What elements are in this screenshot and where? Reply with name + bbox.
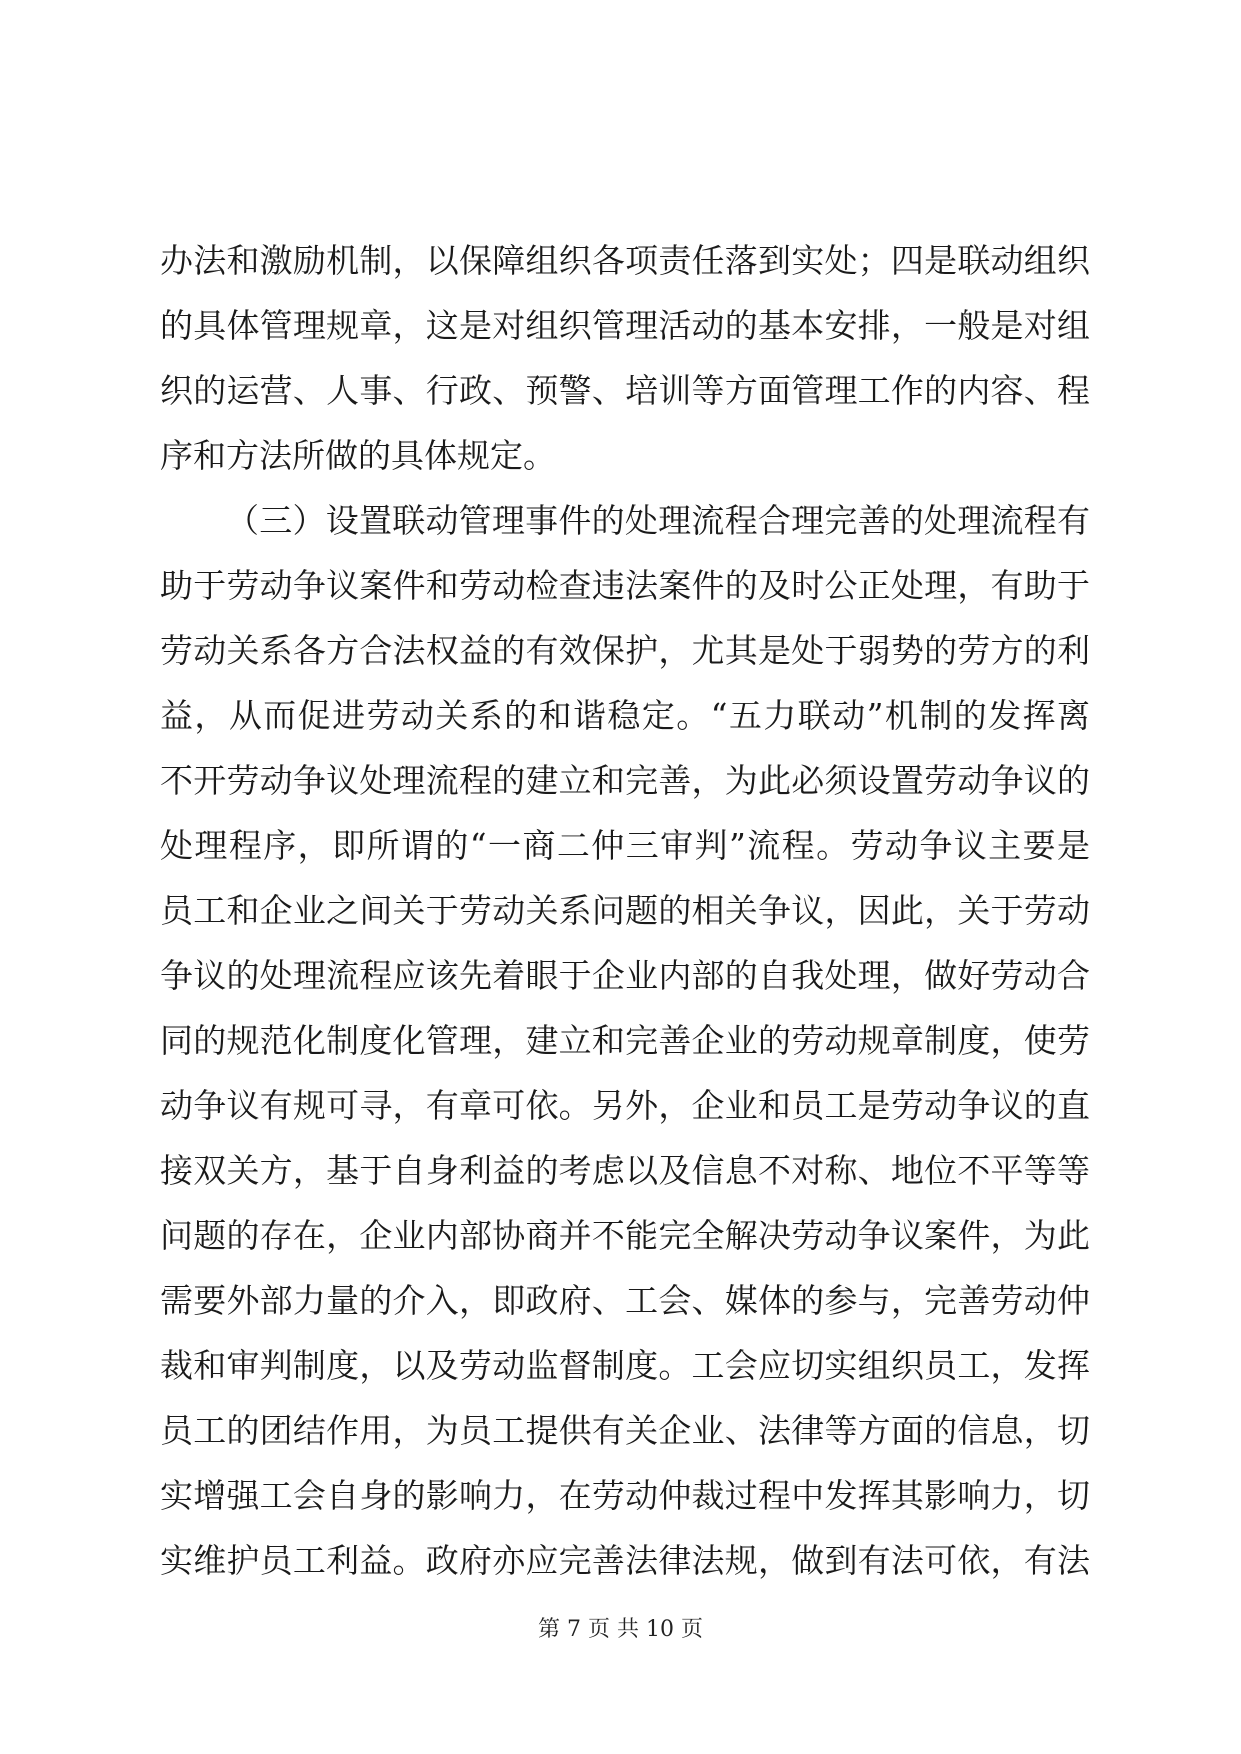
text-line: 动争议有规可寻，有章可依。另外，企业和员工是劳动争议的直	[160, 1086, 1090, 1125]
text-line: 员工的团结作用，为员工提供有关企业、法律等方面的信息，切	[160, 1411, 1090, 1450]
document-body	[160, 228, 1090, 1593]
text-line: 裁和审判制度，以及劳动监督制度。工会应切实组织员工，发挥	[160, 1346, 1090, 1385]
text-line: （三）设置联动管理事件的处理流程合理完善的处理流程有	[226, 501, 1090, 540]
text-line: 争议的处理流程应该先着眼于企业内部的自我处理，做好劳动合	[160, 956, 1090, 995]
text-line: 同的规范化制度化管理，建立和完善企业的劳动规章制度，使劳	[160, 1021, 1090, 1060]
paragraph-2	[160, 488, 1090, 1593]
text-line: 助于劳动争议案件和劳动检查违法案件的及时公正处理，有助于	[160, 566, 1090, 605]
text-line: 织的运营、人事、行政、预警、培训等方面管理工作的内容、程	[160, 371, 1090, 410]
text-line: 问题的存在，企业内部协商并不能完全解决劳动争议案件，为此	[160, 1216, 1090, 1255]
text-line: 序和方法所做的具体规定。	[160, 436, 556, 475]
text-line: 接双关方，基于自身利益的考虑以及信息不对称、地位不平等等	[160, 1151, 1090, 1190]
text-line: 实维护员工利益。政府亦应完善法律法规，做到有法可依，有法	[160, 1541, 1090, 1580]
paragraph-1	[160, 228, 1090, 488]
text-line: 员工和企业之间关于劳动关系问题的相关争议，因此，关于劳动	[160, 891, 1090, 930]
text-line: 劳动关系各方合法权益的有效保护，尤其是处于弱势的劳方的利	[160, 631, 1090, 670]
text-line: 需要外部力量的介入，即政府、工会、媒体的参与，完善劳动仲	[160, 1281, 1090, 1320]
page-number-footer: 第 7 页 共 10 页	[538, 1617, 703, 1642]
text-line: 实增强工会自身的影响力，在劳动仲裁过程中发挥其影响力，切	[160, 1476, 1090, 1515]
text-line: 处理程序，即所谓的“一商二仲三审判”流程。劳动争议主要是	[160, 826, 1090, 865]
text-line: 办法和激励机制，以保障组织各项责任落到实处；四是联动组织	[160, 241, 1090, 280]
text-line: 益，从而促进劳动关系的和谐稳定。“五力联动”机制的发挥离	[160, 696, 1090, 735]
text-line: 不开劳动争议处理流程的建立和完善，为此必须设置劳动争议的	[160, 761, 1090, 800]
text-line: 的具体管理规章，这是对组织管理活动的基本安排，一般是对组	[160, 306, 1090, 345]
